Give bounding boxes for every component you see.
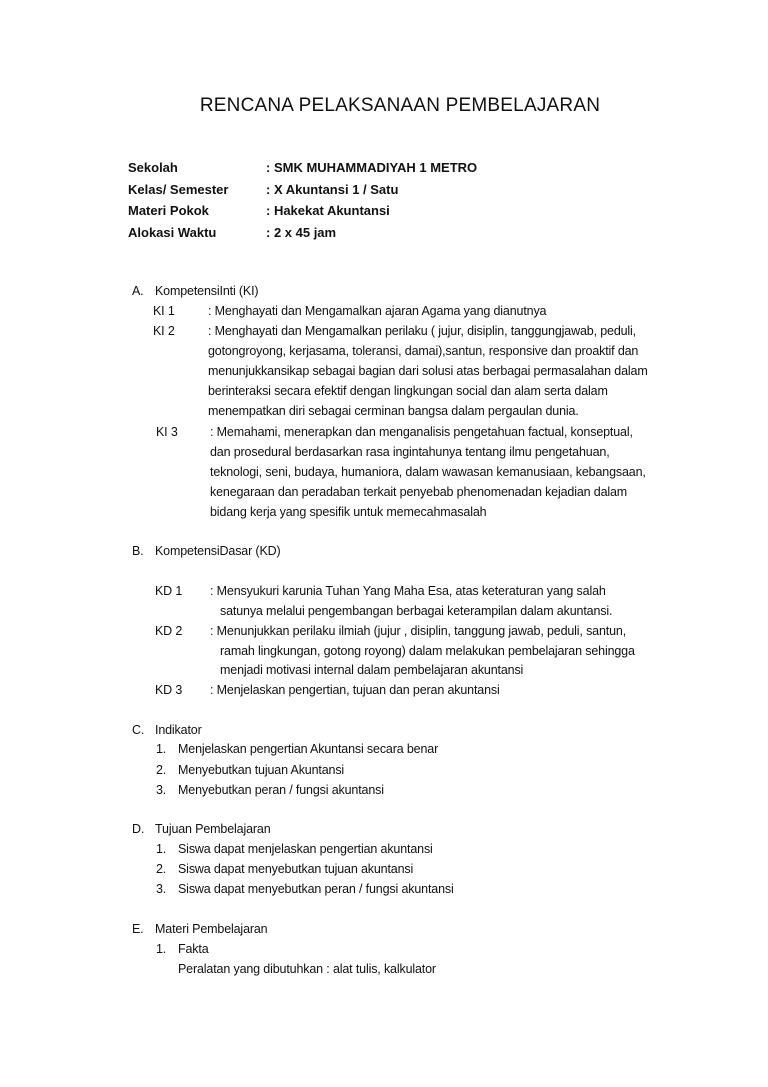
list-item-number: 1. [156, 942, 167, 956]
ki2-line: berinteraksi secara efektif dengan lingkungan social dan alam serta dalam [208, 384, 608, 398]
list-item-number: 2. [156, 862, 167, 876]
kd2-label: KD 2 [155, 624, 183, 638]
ki3-line: bidang kerja yang spesifik untuk memecahmasalah [210, 505, 487, 519]
section-e-letter: E. [132, 922, 144, 936]
ki2-line: gotongroyong, kerjasama, toleransi, damai),santun, responsive dan proaktif dan [208, 344, 639, 358]
kd3-label: KD 3 [155, 683, 183, 697]
header-value: : 2 x 45 jam [266, 225, 337, 240]
list-item: Siswa dapat menyebutkan tujuan akuntansi [178, 862, 414, 876]
header-label: Kelas/ Semester [128, 182, 229, 197]
list-item: Menyebutkan tujuan Akuntansi [178, 763, 345, 777]
kd1-label: KD 1 [155, 584, 183, 598]
list-item: Siswa dapat menyebutkan peran / fungsi akuntansi [178, 882, 454, 896]
section-c-letter: C. [132, 723, 145, 737]
kd2-line: ramah lingkungan, gotong royong) dalam melakukan pembelajaran sehingga [220, 644, 635, 658]
ki2-line: menunjukkansikap sebagai bagian dari solusi atas berbagai permasalahan dalam [208, 364, 648, 378]
list-item: Fakta [178, 942, 209, 956]
kd2-line: menjadi motivasi internal dalam pembelajaran akuntansi [220, 663, 524, 677]
header-value: : Hakekat Akuntansi [266, 203, 390, 218]
list-item-number: 1. [156, 742, 167, 756]
header-value: : SMK MUHAMMADIYAH 1 METRO [266, 160, 478, 175]
header-label: Alokasi Waktu [128, 225, 217, 240]
section-b-letter: B. [132, 544, 144, 558]
kd1-line: satunya melalui pengembangan berbagai keterampilan dalam akuntansi. [220, 604, 613, 618]
section-e-title: Materi Pembelajaran [155, 922, 268, 936]
list-item-number: 3. [156, 882, 167, 896]
ki2-line: : Menghayati dan Mengamalkan perilaku ( jujur, disiplin, tanggungjawab, peduli, [208, 324, 637, 338]
ki1-label: KI 1 [153, 304, 175, 318]
section-b-title: KompetensiDasar (KD) [155, 544, 281, 558]
kd2-line: : Menunjukkan perilaku ilmiah (jujur , disiplin, tanggung jawab, peduli, santun, [210, 624, 627, 638]
list-item-number: 3. [156, 783, 167, 797]
section-a-title: KompetensiInti (KI) [155, 284, 259, 298]
header-label: Materi Pokok [128, 203, 209, 218]
ki3-line: teknologi, seni, budaya, humaniora, dalam wawasan kemanusiaan, kebangsaan, [210, 465, 646, 479]
header-label: Sekolah [128, 160, 178, 175]
ki3-line: kenegaraan dan peradaban terkait penyebab phenomenadan kejadian dalam [210, 485, 628, 499]
list-item: Menyebutkan peran / fungsi akuntansi [178, 783, 384, 797]
kd3-text: : Menjelaskan pengertian, tujuan dan peran akuntansi [210, 683, 500, 697]
header-value: : X Akuntansi 1 / Satu [266, 182, 399, 197]
page-title: RENCANA PELAKSANAAN PEMBELAJARAN [199, 95, 601, 116]
ki2-label: KI 2 [153, 324, 175, 338]
ki3-line: : Memahami, menerapkan dan menganalisis pengetahuan factual, konseptual, [210, 425, 633, 439]
list-item-number: 2. [156, 763, 167, 777]
list-item: Siswa dapat menjelaskan pengertian akuntansi [178, 842, 433, 856]
section-d-letter: D. [132, 822, 145, 836]
ki3-line: dan prosedural berdasarkan rasa ingintahunya tentang ilmu pengetahuan, [210, 445, 610, 459]
section-d-title: Tujuan Pembelajaran [155, 822, 271, 836]
ki1-text: : Menghayati dan Mengamalkan ajaran Agama yang dianutnya [208, 304, 547, 318]
section-c-title: Indikator [155, 723, 202, 737]
kd1-line: : Mensyukuri karunia Tuhan Yang Maha Esa, atas keteraturan yang salah [210, 584, 606, 598]
list-item-number: 1. [156, 842, 167, 856]
list-item: Menjelaskan pengertian Akuntansi secara benar [178, 742, 439, 756]
section-a-letter: A. [132, 284, 144, 298]
ki2-line: menempatkan diri sebagai cerminan bangsa dalam pergaulan dunia. [208, 404, 579, 418]
list-item-detail: Peralatan yang dibutuhkan : alat tulis, kalkulator [178, 962, 436, 976]
ki3-label: KI 3 [156, 425, 178, 439]
